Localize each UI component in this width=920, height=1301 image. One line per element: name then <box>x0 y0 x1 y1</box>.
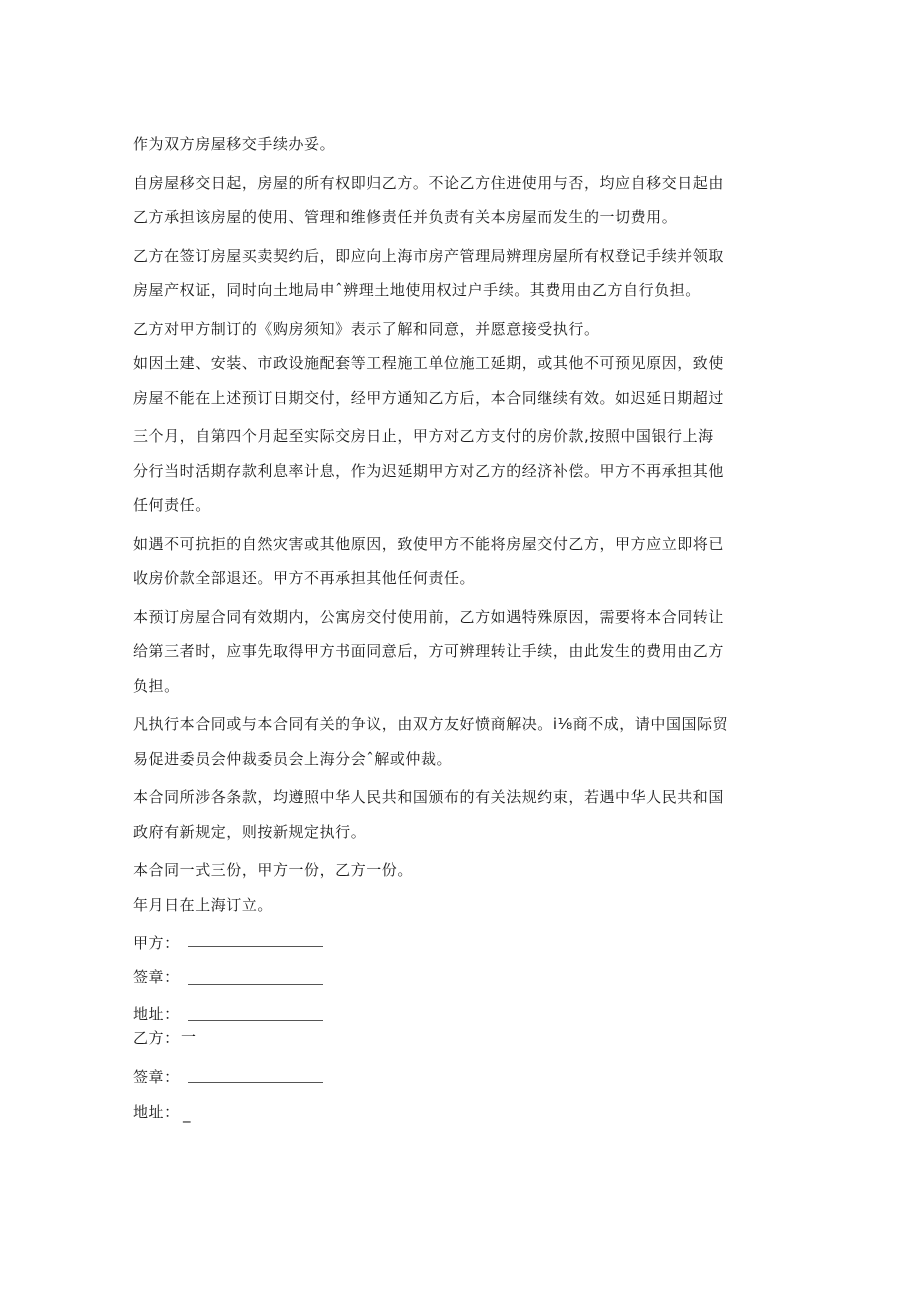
party-a-blank <box>188 946 323 947</box>
seal-b-blank <box>188 1082 323 1083</box>
address-a-label: 地址： <box>133 1005 180 1023</box>
paragraph-line: 乙方在签订房屋买卖契约后，即应向上海市房产管理局辨理房屋所有权登记手续并领取 <box>133 247 724 265</box>
seal-b-label: 签章： <box>133 1068 180 1086</box>
paragraph-line: 作为双方房屋移交手续办妥。 <box>133 135 336 153</box>
paragraph-line: 易促进委员会仲裁委员会上海分会ˆ解或仲裁。 <box>133 750 453 768</box>
paragraph-line: 给第三者时，应事先取得甲方书面同意后，方可辨理转让手续，由此发生的费用由乙方 <box>133 642 724 660</box>
paragraph-line: 三个月，自第四个月起至实际交房日止，甲方对乙方支付的房价款,按照中国银行上海 <box>133 427 714 445</box>
seal-a-blank <box>188 984 323 985</box>
paragraph-line: 自房屋移交日起，房屋的所有权即归乙方。不论乙方住进使用与否，均应自移交日起由 <box>133 174 724 192</box>
paragraph-line: 乙方承担该房屋的使用、管理和维修责任并负责有关本房屋而发生的一切费用。 <box>133 208 678 226</box>
paragraph-line: 房屋不能在上述预订日期交付，经甲方通知乙方后，本合同继续有效。如迟延日期超过 <box>133 389 724 407</box>
paragraph-line: 本合同一式三份，甲方一份，乙方一份。 <box>133 861 413 879</box>
paragraph-line: 乙方对甲方制订的《购房须知》表示了解和同意，并愿意接受执行。 <box>133 320 600 338</box>
address-a-blank <box>188 1020 323 1021</box>
address-b-tail: _ <box>183 1105 191 1123</box>
paragraph-line: 收房价款全部退还。甲方不再承担其他任何责任。 <box>133 569 476 587</box>
paragraph-line: 分行当时活期存款利息率计息，作为迟延期甲方对乙方的经济补偿。甲方不再承担其他 <box>133 462 724 480</box>
party-b-tail: 一 <box>181 1028 197 1046</box>
party-a-label: 甲方： <box>133 934 180 952</box>
paragraph-line: 如因土建、安装、市政设施配套等工程施工单位施工延期，或其他不可预见原因，致使 <box>133 354 724 372</box>
address-b-label: 地址： <box>133 1103 180 1121</box>
party-b-label: 乙方： <box>133 1029 180 1047</box>
paragraph-line: 凡执行本合同或与本合同有关的争议，由双方友好愤商解决。i⅛商不成，请中国国际贸 <box>133 715 729 733</box>
paragraph-line: 房屋产权证，同时向土地局申ˆ辨理土地使用权过户手续。其费用由乙方自行负担。 <box>133 281 701 299</box>
paragraph-line: 如遇不可抗拒的自然灾害或其他原因，致使甲方不能将房屋交付乙方，甲方应立即将已 <box>133 535 724 553</box>
paragraph-line: 本预订房屋合同有效期内，公寓房交付使用前，乙方如遇特殊原因，需要将本合同转让 <box>133 608 724 626</box>
paragraph-line: 负担。 <box>133 677 180 695</box>
paragraph-line: 任何责任。 <box>133 496 211 514</box>
paragraph-line: 年月日在上海订立。 <box>133 896 273 914</box>
seal-a-label: 签章： <box>133 968 180 986</box>
paragraph-line: 本合同所涉各条款，均遵照中华人民共和国颁布的有关法规约束，若遇中华人民共和国 <box>133 788 724 806</box>
paragraph-line: 政府有新规定，则按新规定执行。 <box>133 823 367 841</box>
